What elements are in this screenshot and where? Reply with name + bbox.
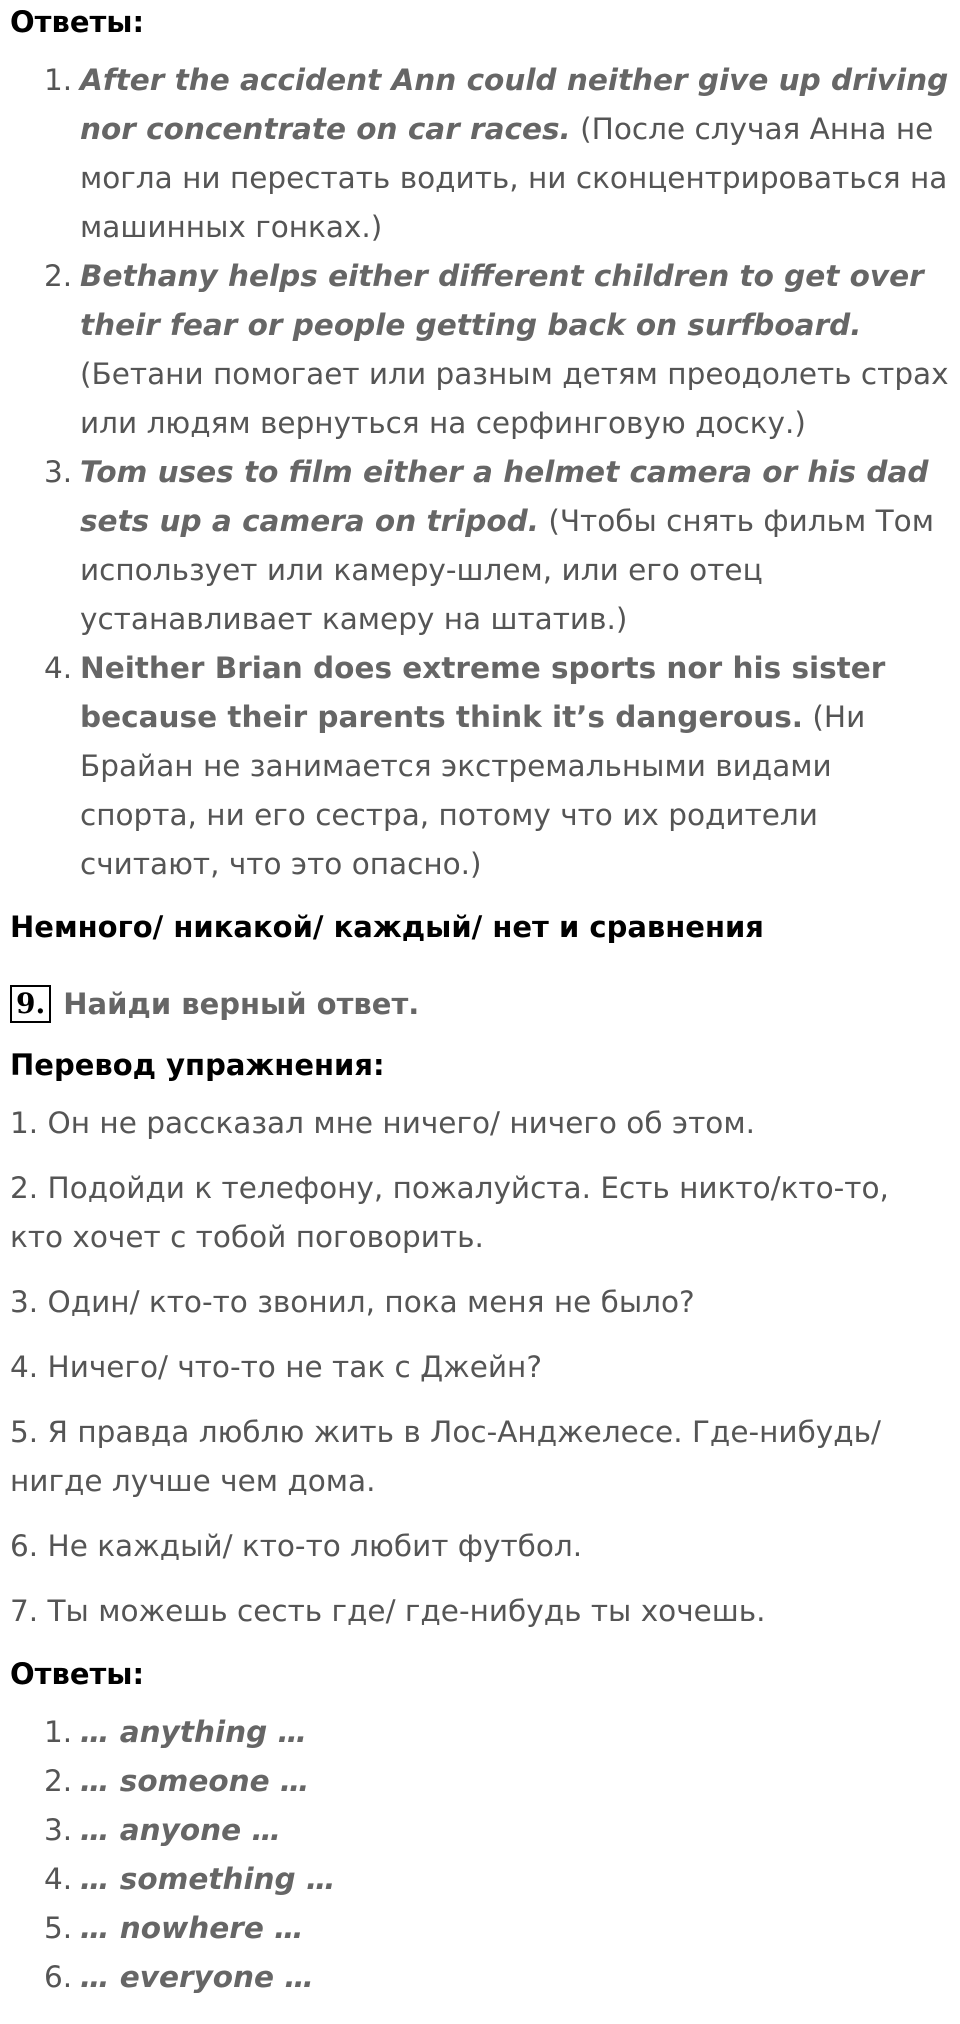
short-answer-item bbox=[10, 1904, 950, 1953]
task-instruction: Найди верный ответ. bbox=[63, 987, 420, 1021]
english-sentence: After the accident Ann could neither give up driving nor concentrate on car races. bbox=[80, 63, 949, 146]
answer-word: … someone … bbox=[80, 1764, 310, 1798]
answer-item bbox=[10, 448, 950, 644]
english-sentence: Bethany helps either different children to get over their fear or people getting back on surfboard. bbox=[80, 259, 924, 342]
item-number: 3. bbox=[44, 455, 73, 489]
translation-line: 7. Ты можешь сесть где/ где-нибудь ты хочешь. bbox=[10, 1594, 766, 1628]
item-number: 1. bbox=[44, 63, 73, 97]
translation-line: 1. Он не рассказал мне ничего/ ничего об этом. bbox=[10, 1106, 755, 1140]
answers-heading-2: Ответы: bbox=[10, 1657, 145, 1691]
translation-line: 2. Подойди к телефону, пожалуйста. Есть никто/кто-то, кто хочет с тобой поговорить. bbox=[10, 1171, 889, 1254]
item-number: 2. bbox=[44, 1764, 73, 1798]
item-number: 5. bbox=[44, 1911, 73, 1945]
item-number: 4. bbox=[44, 651, 73, 685]
answers-heading: Ответы: bbox=[10, 5, 145, 39]
item-number: 4. bbox=[44, 1862, 73, 1896]
answer-word: … something … bbox=[80, 1862, 336, 1896]
item-number: 2. bbox=[44, 259, 73, 293]
item-number: 3. bbox=[44, 1813, 73, 1847]
answer-item bbox=[10, 56, 950, 252]
translation-line: 6. Не каждый/ кто-то любит футбол. bbox=[10, 1529, 583, 1563]
russian-translation: (Чтобы снять фильм Том использует или камеру-шлем, или его отец устанавливает камеру на штатив.) bbox=[80, 504, 934, 636]
task-number-box: 9. bbox=[10, 985, 51, 1023]
answer-word: … everyone … bbox=[80, 1960, 314, 1994]
english-sentence: Neither Brian does extreme sports nor his sister because their parents think it’s dangerous. bbox=[80, 651, 886, 734]
short-answer-item bbox=[10, 1806, 950, 1855]
translation-line: 5. Я правда люблю жить в Лос-Анджелесе. Где-нибудь/нигде лучше чем дома. bbox=[10, 1415, 881, 1498]
answer-item bbox=[10, 644, 950, 889]
task-header bbox=[10, 981, 950, 1027]
russian-translation: (После случая Анна не могла ни перестать водить, ни сконцентрироваться на машинных гонках.) bbox=[80, 112, 948, 244]
answers-list bbox=[10, 56, 950, 889]
answer-word: … nowhere … bbox=[80, 1911, 304, 1945]
answer-item bbox=[10, 252, 950, 448]
short-answers-list bbox=[10, 1708, 950, 2002]
russian-translation: (Бетани помогает или разным детям преодолеть страх или людям вернуться на серфинговую доску.) bbox=[80, 357, 949, 440]
answer-word: … anything … bbox=[80, 1715, 308, 1749]
russian-translation: (Ни Брайан не занимается экстремальными видами спорта, ни его сестра, потому что их родители считают, что это опасно.) bbox=[80, 700, 866, 881]
answer-word: … anyone … bbox=[80, 1813, 281, 1847]
translation-line: 3. Один/ кто-то звонил, пока меня не было? bbox=[10, 1285, 695, 1319]
english-sentence: Tom uses to film either a helmet camera or his dad sets up a camera on tripod. bbox=[80, 455, 929, 538]
translation-heading: Перевод упражнения: bbox=[10, 1048, 385, 1082]
item-number: 6. bbox=[44, 1960, 73, 1994]
short-answer-item bbox=[10, 1708, 950, 1757]
item-number: 1. bbox=[44, 1715, 73, 1749]
short-answer-item bbox=[10, 1953, 950, 2002]
short-answer-item bbox=[10, 1757, 950, 1806]
translation-line: 4. Ничего/ что-то не так с Джейн? bbox=[10, 1350, 542, 1384]
translation-lines bbox=[10, 1099, 950, 1636]
short-answer-item bbox=[10, 1855, 950, 1904]
section-heading: Немного/ никакой/ каждый/ нет и сравнения bbox=[10, 910, 764, 944]
